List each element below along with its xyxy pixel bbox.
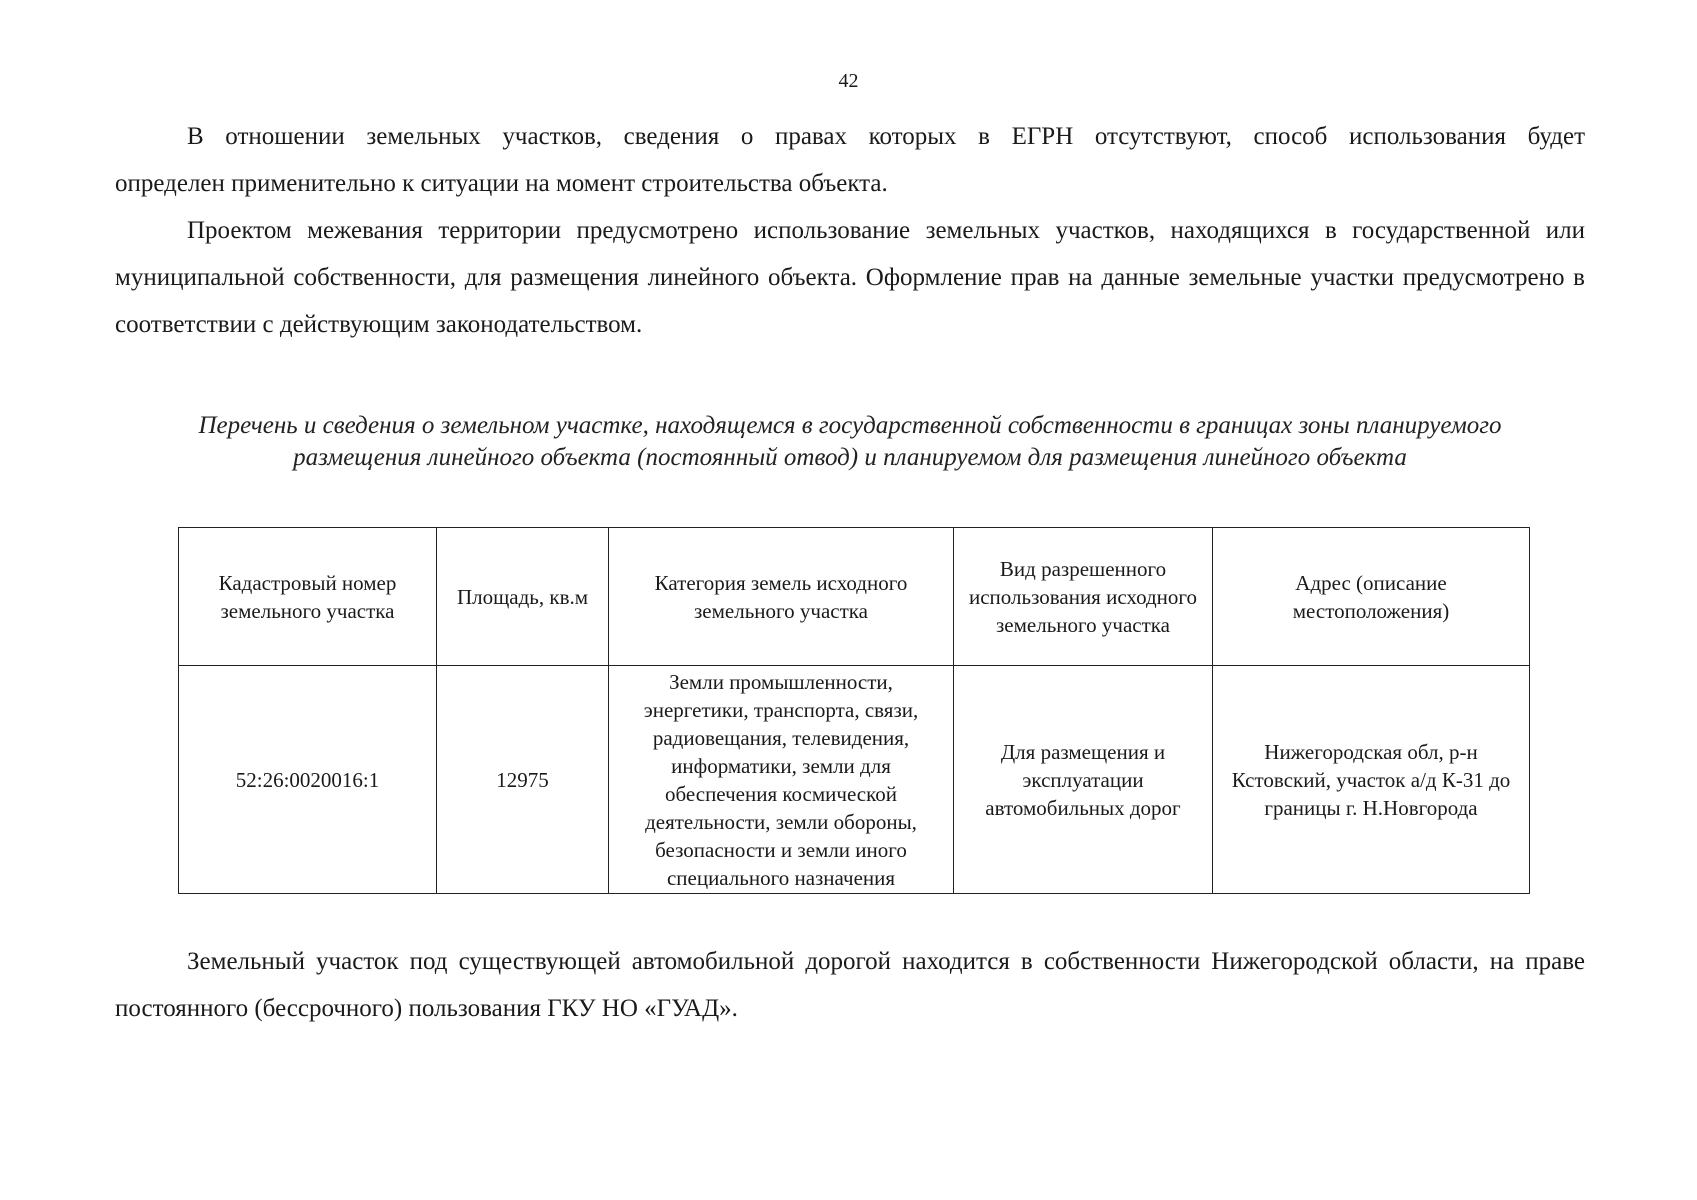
page-number: 42: [838, 70, 859, 92]
cell-permitted-use: Для размещения и эксплуатации автомобильных дорог: [954, 666, 1213, 894]
table-caption: Перечень и сведения о земельном участке, находящемся в государственной собственности в границах зоны планируемого размещения линейного объекта (постоянный отвод) и планируемом для размещения линейного объекта: [198, 412, 1502, 471]
table-row: [179, 666, 1530, 894]
paragraph-1: [115, 113, 1585, 207]
header-area: Площадь, кв.м: [437, 528, 609, 666]
cell-cadastral-number: 52:26:0020016:1: [179, 666, 437, 894]
paragraph-3: Земельный участок под существующей автомобильной дорогой находится в собственности Нижегородской области, на праве постоянного (бессрочного) пользования ГКУ НО «ГУАД».: [115, 948, 1585, 1022]
table-header-row: [179, 528, 1530, 666]
land-plot-table: [178, 527, 1530, 894]
paragraph-1-line-1: В отношении земельных участков, сведения о правах которых в ЕГРН отсутствуют, способ использования будет: [187, 123, 1585, 150]
cell-area: 12975: [437, 666, 609, 894]
paragraph-2: Проектом межевания территории предусмотрено использование земельных участков, находящихся в государственной или муниципальной собственности, для размещения линейного объекта. Оформление прав на данные земельные участки предусмотрено в соответствии с действующим законодательством.: [115, 217, 1585, 338]
paragraph-1-line-2: определен применительно к ситуации на момент строительства объекта.: [115, 170, 888, 197]
header-cadastral-number: Кадастровый номер земельного участка: [179, 528, 437, 666]
header-permitted-use: Вид разрешенного использования исходного земельного участка: [954, 528, 1213, 666]
header-address: Адрес (описание местоположения): [1213, 528, 1530, 666]
header-land-category: Категория земель исходного земельного участка: [609, 528, 954, 666]
cell-address: Нижегородская обл, р-н Кстовский, участок а/д К-31 до границы г. Н.Новгорода: [1213, 666, 1530, 894]
cell-land-category: Земли промышленности, энергетики, транспорта, связи, радиовещания, телевидения, информатики, земли для обеспечения космической деятельности, земли обороны, безопасности и земли иного специального назначения: [609, 666, 954, 894]
